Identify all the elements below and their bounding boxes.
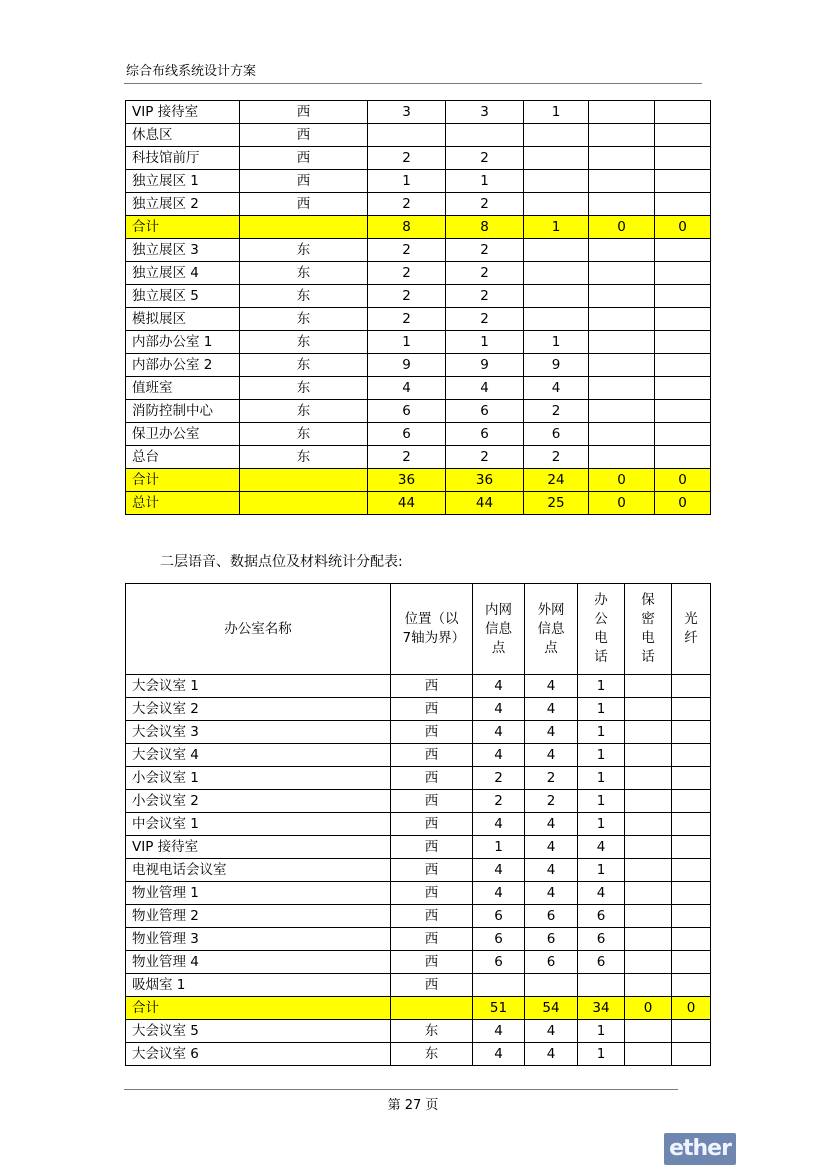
cell-outer-net: 2 — [446, 446, 524, 469]
table-row — [126, 262, 711, 285]
cell-name: 小会议室 1 — [126, 767, 391, 790]
cell-fiber — [655, 239, 711, 262]
cell-office-phone: 6 — [524, 423, 589, 446]
cell-fiber: 0 — [655, 469, 711, 492]
cell-name: 总计 — [126, 492, 240, 515]
section-caption: 二层语音、数据点位及材料统计分配表: — [160, 554, 403, 570]
cell-secure-phone: 0 — [589, 492, 655, 515]
cell-name: 总台 — [126, 446, 240, 469]
cell-name: 独立展区 3 — [126, 239, 240, 262]
cell-office-phone: 34 — [578, 997, 625, 1020]
cell-inner-net: 4 — [473, 698, 525, 721]
cell-name: 内部办公室 2 — [126, 354, 240, 377]
cell-inner-net: 36 — [368, 469, 446, 492]
cell-inner-net: 4 — [473, 1020, 525, 1043]
cell-fiber: 0 — [672, 997, 711, 1020]
header-outer-net-points: 外网信息点 — [525, 584, 578, 675]
cell-secure-phone — [625, 698, 672, 721]
cell-office-phone: 6 — [578, 905, 625, 928]
cell-name: VIP 接待室 — [126, 836, 391, 859]
cell-outer-net: 2 — [446, 262, 524, 285]
cell-inner-net: 1 — [473, 836, 525, 859]
cell-inner-net: 2 — [368, 239, 446, 262]
table-row — [126, 905, 711, 928]
cell-secure-phone — [589, 124, 655, 147]
cell-name: 独立展区 5 — [126, 285, 240, 308]
cell-outer-net: 6 — [446, 423, 524, 446]
cell-fiber — [672, 744, 711, 767]
table-row — [126, 698, 711, 721]
cell-office-phone: 9 — [524, 354, 589, 377]
cell-inner-net: 6 — [368, 423, 446, 446]
cell-outer-net: 9 — [446, 354, 524, 377]
cell-secure-phone — [589, 193, 655, 216]
header-divider — [124, 83, 702, 84]
cell-name: 物业管理 1 — [126, 882, 391, 905]
cell-position: 西 — [391, 836, 473, 859]
cell-outer-net: 2 — [525, 790, 578, 813]
cell-name: 值班室 — [126, 377, 240, 400]
cell-secure-phone: 0 — [589, 469, 655, 492]
cell-name: 大会议室 1 — [126, 675, 391, 698]
table-row — [126, 836, 711, 859]
cell-position: 西 — [240, 147, 368, 170]
cell-outer-net: 4 — [525, 859, 578, 882]
cell-fiber — [655, 446, 711, 469]
cell-office-phone: 2 — [524, 400, 589, 423]
cell-position: 西 — [391, 974, 473, 997]
header-office-name: 办公室名称 — [126, 584, 391, 675]
cell-fiber — [672, 859, 711, 882]
cell-secure-phone — [589, 262, 655, 285]
cell-fiber — [655, 308, 711, 331]
cell-name: 物业管理 2 — [126, 905, 391, 928]
cell-office-phone — [524, 124, 589, 147]
cell-position: 东 — [240, 354, 368, 377]
cell-inner-net: 4 — [473, 744, 525, 767]
cell-fiber — [655, 262, 711, 285]
cell-office-phone — [524, 147, 589, 170]
table-row — [126, 446, 711, 469]
cell-outer-net: 2 — [446, 193, 524, 216]
cell-position: 西 — [240, 124, 368, 147]
cell-outer-net: 1 — [446, 331, 524, 354]
cell-secure-phone — [625, 813, 672, 836]
cell-fiber — [672, 882, 711, 905]
cell-name: 物业管理 3 — [126, 928, 391, 951]
cell-position: 东 — [240, 423, 368, 446]
header-secure-phone: 保密电话 — [625, 584, 672, 675]
cell-position: 西 — [240, 170, 368, 193]
cell-office-phone: 1 — [524, 216, 589, 239]
cell-position: 西 — [391, 767, 473, 790]
cell-office-phone: 4 — [578, 882, 625, 905]
total-row — [126, 997, 711, 1020]
cell-fiber — [672, 1020, 711, 1043]
cell-inner-net: 6 — [368, 400, 446, 423]
cell-inner-net: 4 — [473, 813, 525, 836]
table-row — [126, 928, 711, 951]
cell-fiber — [655, 423, 711, 446]
cell-outer-net: 4 — [525, 675, 578, 698]
table-row — [126, 101, 711, 124]
cell-office-phone: 1 — [578, 698, 625, 721]
cell-position: 西 — [240, 193, 368, 216]
cell-fiber — [672, 974, 711, 997]
cell-secure-phone: 0 — [625, 997, 672, 1020]
cell-name: 电视电话会议室 — [126, 859, 391, 882]
cell-inner-net: 4 — [473, 882, 525, 905]
cell-inner-net: 2 — [473, 767, 525, 790]
table-row — [126, 1020, 711, 1043]
cell-inner-net: 2 — [368, 285, 446, 308]
cell-secure-phone — [589, 446, 655, 469]
cell-fiber: 0 — [655, 216, 711, 239]
cell-office-phone — [578, 974, 625, 997]
cell-name: 大会议室 3 — [126, 721, 391, 744]
cell-name: 小会议室 2 — [126, 790, 391, 813]
table-row — [126, 974, 711, 997]
cell-fiber — [655, 285, 711, 308]
cell-office-phone — [524, 193, 589, 216]
cell-position: 东 — [240, 446, 368, 469]
table-row — [126, 744, 711, 767]
cell-fiber — [672, 675, 711, 698]
table-row — [126, 308, 711, 331]
table-row — [126, 147, 711, 170]
cell-secure-phone — [625, 790, 672, 813]
cell-name: 内部办公室 1 — [126, 331, 240, 354]
cell-office-phone — [524, 262, 589, 285]
cell-fiber — [655, 147, 711, 170]
cell-position: 东 — [240, 239, 368, 262]
cell-secure-phone — [589, 170, 655, 193]
header-inner-net-points: 内网信息点 — [473, 584, 525, 675]
cell-fiber — [672, 790, 711, 813]
cell-inner-net: 6 — [473, 951, 525, 974]
table-row — [126, 377, 711, 400]
cell-position: 东 — [240, 308, 368, 331]
cell-name: 休息区 — [126, 124, 240, 147]
table-row — [126, 1043, 711, 1066]
cell-position: 西 — [391, 721, 473, 744]
cell-fiber — [655, 193, 711, 216]
cell-office-phone: 1 — [578, 744, 625, 767]
table-row — [126, 400, 711, 423]
cell-position — [240, 216, 368, 239]
header-position: 位置（以7轴为界） — [391, 584, 473, 675]
cell-office-phone: 1 — [524, 101, 589, 124]
cell-office-phone: 4 — [524, 377, 589, 400]
cell-office-phone: 1 — [524, 331, 589, 354]
cell-inner-net: 8 — [368, 216, 446, 239]
table-row — [126, 124, 711, 147]
cell-office-phone: 25 — [524, 492, 589, 515]
cell-position: 东 — [240, 262, 368, 285]
cell-secure-phone — [589, 285, 655, 308]
cell-name: 物业管理 4 — [126, 951, 391, 974]
cell-office-phone: 1 — [578, 813, 625, 836]
cell-outer-net: 2 — [446, 147, 524, 170]
cell-inner-net — [473, 974, 525, 997]
cell-fiber — [672, 1043, 711, 1066]
cell-name: 大会议室 4 — [126, 744, 391, 767]
cell-outer-net: 36 — [446, 469, 524, 492]
cell-position: 东 — [240, 285, 368, 308]
table-row — [126, 285, 711, 308]
table-row — [126, 193, 711, 216]
cell-position: 东 — [391, 1020, 473, 1043]
cell-position: 西 — [391, 928, 473, 951]
cell-inner-net: 1 — [368, 170, 446, 193]
ether-logo: ether — [664, 1133, 736, 1165]
table-row — [126, 721, 711, 744]
cell-outer-net: 4 — [446, 377, 524, 400]
cell-inner-net: 4 — [473, 721, 525, 744]
cell-position — [240, 492, 368, 515]
cell-outer-net: 6 — [525, 951, 578, 974]
cell-outer-net: 6 — [446, 400, 524, 423]
cell-office-phone — [524, 239, 589, 262]
table-row — [126, 790, 711, 813]
cell-office-phone: 1 — [578, 1020, 625, 1043]
cell-outer-net: 2 — [446, 239, 524, 262]
cell-position: 西 — [391, 951, 473, 974]
points-table-part1 — [125, 100, 711, 515]
footer-divider — [124, 1089, 678, 1090]
cell-fiber — [672, 698, 711, 721]
cell-position: 东 — [240, 400, 368, 423]
cell-secure-phone — [625, 1043, 672, 1066]
cell-secure-phone — [625, 974, 672, 997]
cell-outer-net: 2 — [446, 285, 524, 308]
table-header-row — [126, 584, 711, 675]
cell-inner-net: 4 — [473, 675, 525, 698]
cell-inner-net: 6 — [473, 928, 525, 951]
cell-outer-net — [446, 124, 524, 147]
cell-position: 西 — [391, 790, 473, 813]
cell-name: 科技馆前厅 — [126, 147, 240, 170]
cell-outer-net: 2 — [446, 308, 524, 331]
cell-office-phone — [524, 285, 589, 308]
cell-fiber — [672, 928, 711, 951]
cell-inner-net: 1 — [368, 331, 446, 354]
cell-position — [391, 997, 473, 1020]
points-table-part1-body — [126, 101, 711, 515]
cell-outer-net: 4 — [525, 744, 578, 767]
table-row — [126, 882, 711, 905]
cell-inner-net: 2 — [368, 308, 446, 331]
cell-position: 西 — [391, 675, 473, 698]
cell-secure-phone — [589, 147, 655, 170]
cell-name: VIP 接待室 — [126, 101, 240, 124]
cell-outer-net — [525, 974, 578, 997]
cell-office-phone: 1 — [578, 1043, 625, 1066]
cell-office-phone: 1 — [578, 790, 625, 813]
cell-position: 西 — [391, 813, 473, 836]
cell-position: 西 — [391, 744, 473, 767]
cell-outer-net: 4 — [525, 836, 578, 859]
cell-inner-net: 6 — [473, 905, 525, 928]
cell-inner-net: 2 — [368, 446, 446, 469]
table-row — [126, 170, 711, 193]
cell-inner-net: 9 — [368, 354, 446, 377]
cell-position: 东 — [391, 1043, 473, 1066]
cell-name: 保卫办公室 — [126, 423, 240, 446]
cell-secure-phone — [625, 721, 672, 744]
table-row — [126, 239, 711, 262]
cell-inner-net: 4 — [473, 859, 525, 882]
cell-secure-phone — [589, 239, 655, 262]
cell-office-phone: 1 — [578, 675, 625, 698]
cell-name: 独立展区 2 — [126, 193, 240, 216]
cell-secure-phone — [589, 101, 655, 124]
cell-office-phone: 2 — [524, 446, 589, 469]
cell-name: 合计 — [126, 216, 240, 239]
table-row — [126, 859, 711, 882]
cell-office-phone: 6 — [578, 928, 625, 951]
cell-fiber — [655, 124, 711, 147]
cell-fiber — [672, 836, 711, 859]
cell-secure-phone — [589, 423, 655, 446]
header-office-phone: 办公电话 — [578, 584, 625, 675]
cell-position — [240, 469, 368, 492]
cell-office-phone: 1 — [578, 859, 625, 882]
cell-fiber — [672, 721, 711, 744]
total-row — [126, 216, 711, 239]
table-row — [126, 423, 711, 446]
cell-name: 吸烟室 1 — [126, 974, 391, 997]
cell-name: 大会议室 5 — [126, 1020, 391, 1043]
cell-outer-net: 3 — [446, 101, 524, 124]
cell-fiber — [655, 400, 711, 423]
cell-secure-phone — [625, 744, 672, 767]
table-row — [126, 331, 711, 354]
cell-inner-net: 4 — [473, 1043, 525, 1066]
cell-secure-phone — [589, 354, 655, 377]
cell-office-phone: 4 — [578, 836, 625, 859]
cell-outer-net: 2 — [525, 767, 578, 790]
header-fiber: 光纤 — [672, 584, 711, 675]
cell-office-phone — [524, 308, 589, 331]
cell-outer-net: 4 — [525, 1043, 578, 1066]
cell-position: 西 — [240, 101, 368, 124]
cell-office-phone: 1 — [578, 767, 625, 790]
cell-outer-net: 4 — [525, 813, 578, 836]
cell-secure-phone — [625, 1020, 672, 1043]
cell-inner-net: 51 — [473, 997, 525, 1020]
cell-inner-net: 44 — [368, 492, 446, 515]
cell-position: 西 — [391, 859, 473, 882]
cell-position: 西 — [391, 698, 473, 721]
cell-position: 西 — [391, 905, 473, 928]
cell-name: 消防控制中心 — [126, 400, 240, 423]
cell-inner-net: 2 — [368, 147, 446, 170]
cell-fiber — [655, 377, 711, 400]
cell-position: 西 — [391, 882, 473, 905]
cell-fiber — [672, 813, 711, 836]
cell-inner-net: 2 — [473, 790, 525, 813]
cell-name: 大会议室 2 — [126, 698, 391, 721]
cell-secure-phone: 0 — [589, 216, 655, 239]
cell-secure-phone — [589, 400, 655, 423]
cell-office-phone: 24 — [524, 469, 589, 492]
table-row — [126, 813, 711, 836]
cell-secure-phone — [625, 675, 672, 698]
cell-fiber — [655, 354, 711, 377]
cell-outer-net: 44 — [446, 492, 524, 515]
cell-secure-phone — [625, 928, 672, 951]
cell-fiber — [655, 101, 711, 124]
cell-inner-net: 2 — [368, 193, 446, 216]
cell-name: 独立展区 4 — [126, 262, 240, 285]
cell-outer-net: 4 — [525, 882, 578, 905]
cell-outer-net: 8 — [446, 216, 524, 239]
table-row — [126, 675, 711, 698]
cell-inner-net: 4 — [368, 377, 446, 400]
floor2-points-table-body — [126, 675, 711, 1066]
total-row — [126, 469, 711, 492]
table-row — [126, 767, 711, 790]
cell-name: 合计 — [126, 997, 391, 1020]
cell-position: 东 — [240, 331, 368, 354]
cell-secure-phone — [625, 882, 672, 905]
cell-fiber: 0 — [655, 492, 711, 515]
cell-position: 东 — [240, 377, 368, 400]
cell-office-phone: 6 — [578, 951, 625, 974]
cell-fiber — [672, 767, 711, 790]
cell-name: 合计 — [126, 469, 240, 492]
table-row — [126, 354, 711, 377]
cell-name: 模拟展区 — [126, 308, 240, 331]
cell-fiber — [672, 951, 711, 974]
cell-name: 中会议室 1 — [126, 813, 391, 836]
cell-secure-phone — [625, 836, 672, 859]
cell-outer-net: 4 — [525, 1020, 578, 1043]
cell-secure-phone — [625, 951, 672, 974]
cell-secure-phone — [589, 377, 655, 400]
cell-outer-net: 6 — [525, 905, 578, 928]
cell-secure-phone — [589, 331, 655, 354]
cell-outer-net: 1 — [446, 170, 524, 193]
page-number: 第 27 页 — [387, 1098, 439, 1113]
total-row — [126, 492, 711, 515]
cell-inner-net: 2 — [368, 262, 446, 285]
cell-inner-net — [368, 124, 446, 147]
document-header-title: 综合布线系统设计方案 — [126, 64, 257, 79]
cell-fiber — [672, 905, 711, 928]
floor2-points-table — [125, 583, 711, 1066]
cell-outer-net: 54 — [525, 997, 578, 1020]
cell-name: 大会议室 6 — [126, 1043, 391, 1066]
cell-outer-net: 6 — [525, 928, 578, 951]
cell-secure-phone — [589, 308, 655, 331]
cell-secure-phone — [625, 859, 672, 882]
cell-outer-net: 4 — [525, 721, 578, 744]
cell-office-phone: 1 — [578, 721, 625, 744]
cell-office-phone — [524, 170, 589, 193]
cell-fiber — [655, 331, 711, 354]
cell-secure-phone — [625, 767, 672, 790]
cell-inner-net: 3 — [368, 101, 446, 124]
cell-name: 独立展区 1 — [126, 170, 240, 193]
cell-fiber — [655, 170, 711, 193]
cell-outer-net: 4 — [525, 698, 578, 721]
cell-secure-phone — [625, 905, 672, 928]
table-row — [126, 951, 711, 974]
